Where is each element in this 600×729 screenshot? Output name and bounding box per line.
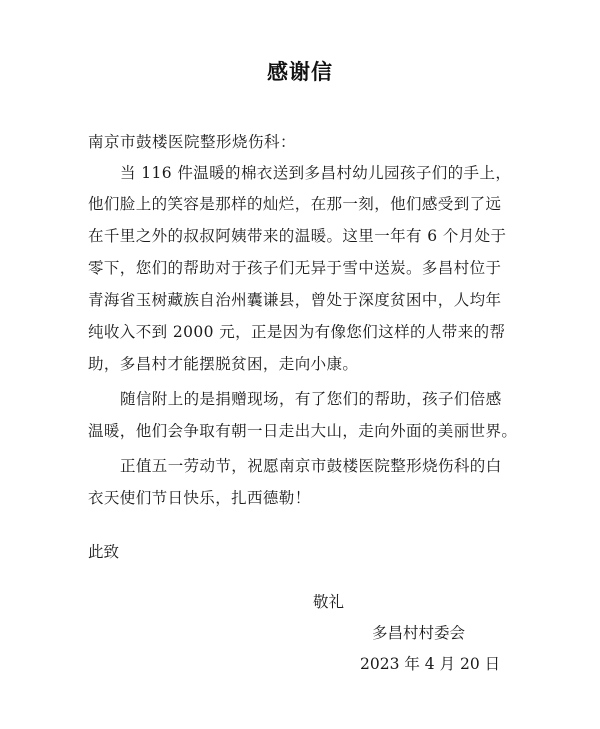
letter-title: 感谢信 xyxy=(267,60,333,84)
paragraph-2-line: 温暖，他们会争取有朝一日走出大山，走向外面的美丽世界。 xyxy=(88,422,518,440)
paragraph-1-line: 他们脸上的笑容是那样的灿烂，在那一刻，他们感受到了远 xyxy=(88,195,502,213)
paragraph-1-line: 纯收入不到 2000 元，正是因为有像您们这样的人带来的帮 xyxy=(88,323,506,341)
paragraph-1-line: 青海省玉树藏族自治州囊谦县，曾处于深度贫困中，人均年 xyxy=(88,291,502,309)
paragraph-2-line: 随信附上的是捐赠现场，有了您们的帮助，孩子们倍感 xyxy=(120,390,502,408)
paragraph-1-line: 助，多昌村才能摆脱贫困，走向小康。 xyxy=(88,355,359,373)
paragraph-1-line: 零下，您们的帮助对于孩子们无异于雪中送炭。多昌村位于 xyxy=(88,259,502,277)
closing: 此致 xyxy=(88,543,120,561)
paragraph-1-line: 当 116 件温暖的棉衣送到多昌村幼儿园孩子们的手上， xyxy=(120,164,512,182)
signer: 多昌村村委会 xyxy=(372,624,466,642)
paragraph-3-line: 正值五一劳动节，祝愿南京市鼓楼医院整形烧伤科的白 xyxy=(120,457,502,475)
letter-date: 2023 年 4 月 20 日 xyxy=(360,655,501,673)
paragraph-1-line: 在千里之外的叔叔阿姨带来的温暖。这里一年有 6 个月处于 xyxy=(88,227,507,245)
salutation: 南京市鼓楼医院整形烧伤科： xyxy=(88,133,297,151)
regards: 敬礼 xyxy=(313,593,345,611)
paragraph-3-line: 衣天使们节日快乐，扎西德勒！ xyxy=(88,489,311,507)
